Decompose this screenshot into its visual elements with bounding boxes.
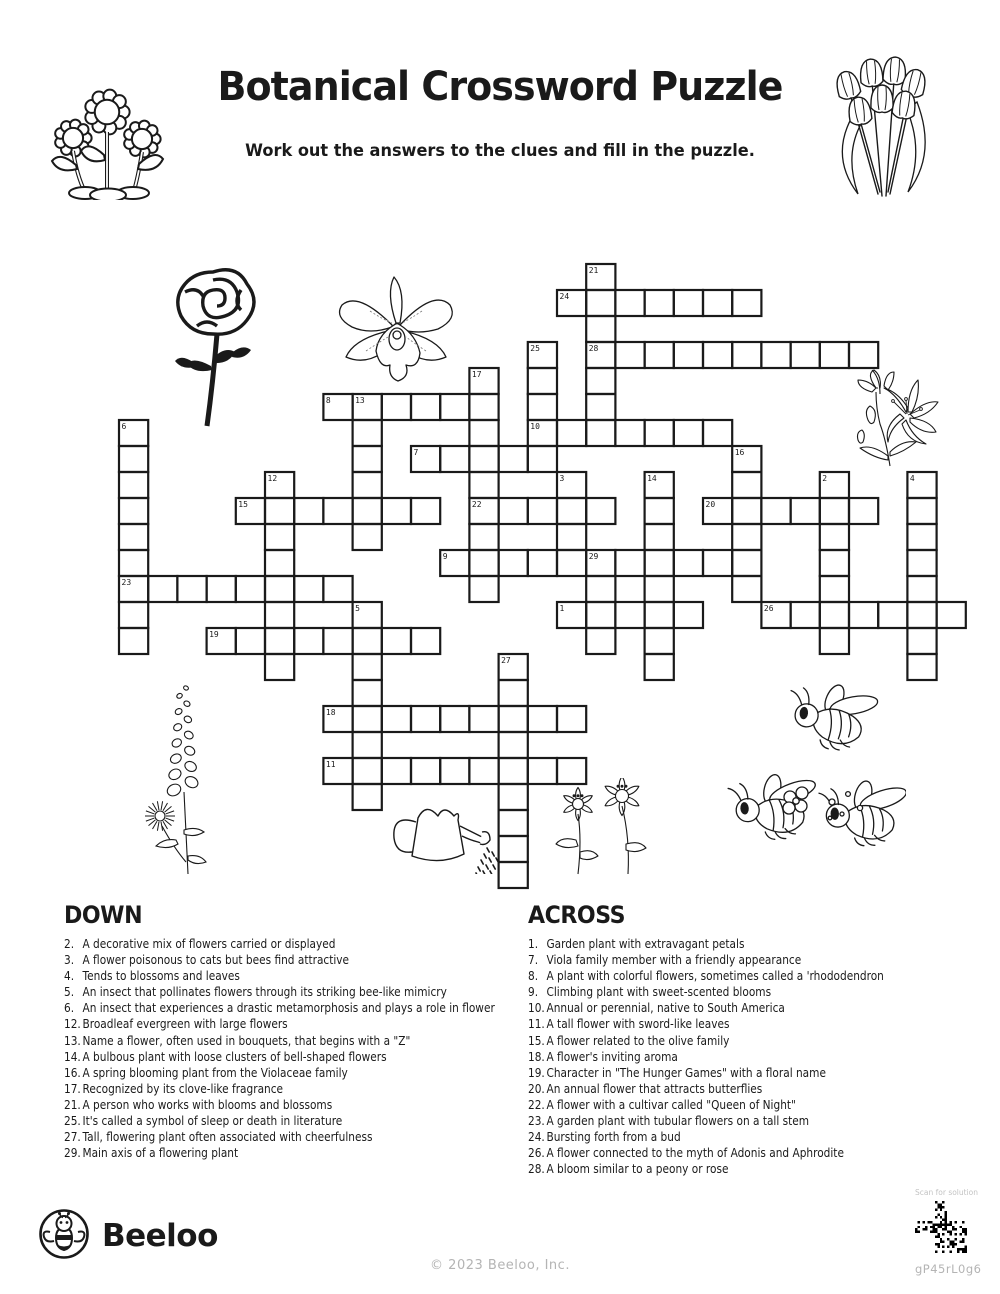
clue-text: A decorative mix of flowers carried or displayed [82, 937, 336, 951]
clue-text: A bulbous plant with loose clusters of bell-shaped flowers [82, 1049, 387, 1064]
grid-cell[interactable] [353, 420, 382, 446]
clue-item [528, 1145, 884, 1161]
clue-number: 3. [64, 953, 75, 968]
grid-cell[interactable] [265, 576, 294, 602]
clue-item [528, 1081, 884, 1097]
clue-text: An annual flower that attracts butterflies [546, 1081, 763, 1096]
grid-cell[interactable] [294, 576, 323, 602]
grid-cell[interactable] [674, 290, 703, 316]
grid-cell[interactable] [499, 758, 528, 784]
clue-text: Tall, flowering plant often associated with cheerfulness [82, 1130, 373, 1145]
clue-item [528, 1097, 884, 1113]
grid-cell[interactable] [382, 758, 411, 784]
grid-cell[interactable] [353, 732, 382, 758]
grid-cell[interactable] [703, 550, 732, 576]
orchid-icon [330, 273, 462, 391]
clue-item [64, 952, 495, 968]
grid-cell-number: 26 [763, 604, 774, 613]
clue-text: Climbing plant with sweet-scented blooms [546, 985, 772, 1000]
clue-item [528, 1016, 884, 1032]
clue-text: A bloom similar to a peony or rose [546, 1162, 729, 1177]
grid-cell[interactable] [586, 420, 615, 446]
grid-cell[interactable] [615, 290, 644, 316]
grid-cell[interactable] [119, 446, 148, 472]
clue-item [528, 968, 884, 984]
grid-cell[interactable] [820, 602, 849, 628]
grid-cell[interactable] [499, 550, 528, 576]
grid-cell[interactable] [119, 524, 148, 550]
clue-text: A plant with colorful flowers, sometimes called a 'rhododendron [546, 969, 884, 984]
clue-item [528, 1129, 884, 1145]
clue-text: An insect that experiences a drastic metamorphosis and plays a role in flower [82, 1001, 495, 1016]
grid-cell[interactable] [732, 472, 761, 498]
grid-cell[interactable] [469, 758, 498, 784]
qr-code [915, 1201, 967, 1253]
grid-cell[interactable] [849, 602, 878, 628]
grid-cell[interactable] [732, 576, 761, 602]
clue-text: Annual or perennial, native to South America [546, 1001, 785, 1016]
grid-cell[interactable] [937, 602, 966, 628]
grid-cell-number: 16 [734, 448, 745, 457]
page-title: Botanical Crossword Puzzle [217, 64, 783, 110]
grid-cell[interactable] [119, 628, 148, 654]
clue-text: Garden plant with extravagant petals [546, 937, 745, 951]
grid-cell[interactable] [732, 550, 761, 576]
grid-cell[interactable] [907, 654, 936, 680]
grid-cell[interactable] [469, 576, 498, 602]
grid-cell[interactable] [528, 550, 557, 576]
clue-number: 18. [528, 1049, 545, 1064]
grid-cell[interactable] [382, 498, 411, 524]
qr-code-text: gP45rL0g6 [915, 1262, 982, 1276]
clue-text: Character in "The Hunger Games" with a floral name [546, 1065, 826, 1080]
clue-number: 22. [528, 1097, 545, 1112]
grid-cell-number: 21 [588, 266, 599, 275]
clue-number: 9. [528, 985, 539, 1000]
grid-cell[interactable] [499, 862, 528, 888]
clue-number: 2. [64, 937, 75, 951]
clue-text: A flower poisonous to cats but bees find attractive [82, 953, 350, 968]
grid-cell[interactable] [148, 576, 177, 602]
clue-item [528, 952, 884, 968]
grid-cell[interactable] [353, 524, 382, 550]
grid-cell[interactable] [820, 628, 849, 654]
bee-logo-icon [38, 1208, 90, 1264]
clue-number: 7. [528, 953, 539, 968]
lupine-icon [126, 680, 238, 878]
grid-cell[interactable] [499, 732, 528, 758]
grid-cell[interactable] [645, 342, 674, 368]
grid-cell[interactable] [645, 628, 674, 654]
grid-cell-number: 24 [559, 292, 570, 301]
grid-cell[interactable] [528, 446, 557, 472]
grid-cell[interactable] [791, 498, 820, 524]
grid-cell-number: 13 [355, 396, 365, 405]
down-heading: DOWN [64, 901, 143, 929]
clue-number: 19. [528, 1065, 545, 1080]
clue-item [528, 1065, 884, 1081]
grid-cell[interactable] [907, 576, 936, 602]
clue-text: Main axis of a flowering plant [82, 1146, 239, 1161]
grid-cell[interactable] [265, 498, 294, 524]
grid-cell[interactable] [645, 602, 674, 628]
grid-cell[interactable] [907, 550, 936, 576]
grid-cell[interactable] [353, 446, 382, 472]
grid-cell-number: 20 [705, 500, 716, 509]
grid-cell[interactable] [265, 628, 294, 654]
grid-cell[interactable] [265, 602, 294, 628]
grid-cell[interactable] [615, 602, 644, 628]
grid-cell[interactable] [353, 758, 382, 784]
tulip-bouquet-icon [822, 42, 940, 204]
watering-can-icon [386, 788, 498, 874]
grid-cell[interactable] [878, 602, 907, 628]
grid-cell[interactable] [645, 524, 674, 550]
grid-cell[interactable] [294, 498, 323, 524]
grid-cell[interactable] [469, 472, 498, 498]
grid-cell[interactable] [353, 472, 382, 498]
brand-name: Beeloo [102, 1218, 218, 1254]
grid-cell[interactable] [645, 420, 674, 446]
clue-number: 12. [64, 1017, 81, 1032]
clue-item [64, 1049, 495, 1065]
clue-text: A flower connected to the myth of Adonis and Aphrodite [546, 1146, 844, 1161]
grid-cell[interactable] [615, 420, 644, 446]
clue-item [64, 1065, 495, 1081]
grid-cell-number: 17 [471, 370, 482, 379]
grid-cell-number: 14 [647, 474, 657, 483]
grid-cell[interactable] [323, 576, 352, 602]
grid-cell[interactable] [528, 706, 557, 732]
grid-cell[interactable] [177, 576, 206, 602]
grid-cell[interactable] [703, 290, 732, 316]
grid-cell[interactable] [382, 706, 411, 732]
grid-cell-number: 1 [559, 604, 565, 613]
clue-text: A tall flower with sword-like leaves [546, 1017, 730, 1032]
grid-cell[interactable] [557, 420, 586, 446]
clue-item [64, 1033, 495, 1049]
clue-number: 15. [528, 1033, 545, 1048]
clue-item [64, 1016, 495, 1032]
grid-cell[interactable] [791, 342, 820, 368]
grid-cell[interactable] [499, 680, 528, 706]
grid-cell[interactable] [411, 706, 440, 732]
grid-cell[interactable] [557, 498, 586, 524]
grid-cell[interactable] [411, 758, 440, 784]
clue-item [528, 984, 884, 1000]
copyright-text: © 2023 Beeloo, Inc. [430, 1258, 570, 1273]
grid-cell[interactable] [528, 394, 557, 420]
grid-cell[interactable] [615, 342, 644, 368]
grid-cell[interactable] [674, 342, 703, 368]
grid-cell[interactable] [440, 394, 469, 420]
clue-text: A person who works with blooms and blossoms [82, 1097, 333, 1112]
grid-cell-number: 6 [121, 422, 127, 431]
clue-number: 8. [528, 969, 539, 984]
grid-cell[interactable] [557, 706, 586, 732]
grid-cell[interactable] [703, 342, 732, 368]
grid-cell[interactable] [323, 498, 352, 524]
grid-cell[interactable] [645, 654, 674, 680]
grid-cell[interactable] [645, 498, 674, 524]
grid-cell[interactable] [557, 524, 586, 550]
clue-number: 28. [528, 1162, 545, 1177]
clue-number: 29. [64, 1146, 81, 1161]
grid-cell[interactable] [586, 368, 615, 394]
clue-text: Name a flower, often used in bouquets, that begins with a "Z" [82, 1033, 411, 1048]
clue-item [528, 1033, 884, 1049]
grid-cell[interactable] [323, 628, 352, 654]
sunflowers-icon [40, 52, 175, 200]
grid-cell[interactable] [907, 524, 936, 550]
grid-cell[interactable] [265, 550, 294, 576]
grid-cell-number: 18 [325, 708, 336, 717]
grid-cell[interactable] [353, 654, 382, 680]
grid-cell[interactable] [674, 550, 703, 576]
grid-cell[interactable] [119, 602, 148, 628]
grid-cell[interactable] [353, 628, 382, 654]
grid-cell-number: 25 [530, 344, 540, 353]
clue-item [64, 1129, 495, 1145]
grid-cell[interactable] [761, 342, 790, 368]
clue-text: A flower with a cultivar called "Queen of Night" [546, 1097, 796, 1112]
grid-cell[interactable] [645, 576, 674, 602]
grid-cell[interactable] [469, 394, 498, 420]
grid-cell-number: 15 [238, 500, 248, 509]
grid-cell[interactable] [469, 524, 498, 550]
clue-number: 20. [528, 1081, 545, 1096]
grid-cell[interactable] [732, 290, 761, 316]
qr-label: Scan for solution [915, 1188, 979, 1197]
grid-cell[interactable] [674, 602, 703, 628]
grid-cell[interactable] [411, 498, 440, 524]
clue-number: 4. [64, 969, 75, 984]
grid-cell-number: 9 [442, 552, 448, 561]
grid-cell[interactable] [528, 368, 557, 394]
grid-cell[interactable] [353, 680, 382, 706]
grid-cell-number: 11 [325, 760, 336, 769]
grid-cell[interactable] [586, 394, 615, 420]
grid-cell[interactable] [586, 498, 615, 524]
grid-cell-number: 5 [355, 604, 360, 613]
grid-cell[interactable] [440, 706, 469, 732]
grid-cell-number: 8 [325, 396, 331, 405]
down-clues-section [64, 901, 554, 1161]
clue-number: 23. [528, 1114, 545, 1129]
clue-item [64, 1081, 495, 1097]
grid-cell[interactable] [732, 498, 761, 524]
qr-block [915, 1188, 982, 1276]
grid-cell[interactable] [820, 342, 849, 368]
clue-number: 10. [528, 1001, 545, 1016]
grid-cell[interactable] [236, 576, 265, 602]
clue-number: 14. [64, 1049, 81, 1064]
clue-item [64, 1000, 495, 1016]
grid-cell[interactable] [265, 654, 294, 680]
grid-cell[interactable] [499, 836, 528, 862]
grid-cell[interactable] [820, 576, 849, 602]
grid-cell[interactable] [849, 498, 878, 524]
clue-number: 24. [528, 1130, 545, 1145]
grid-cell-number: 19 [209, 630, 219, 639]
clue-number: 13. [64, 1033, 81, 1048]
clue-text: An insect that pollinates flowers through its striking bee-like mimicry [82, 985, 447, 1000]
grid-cell[interactable] [586, 316, 615, 342]
grid-cell[interactable] [119, 550, 148, 576]
clue-item [64, 1097, 495, 1113]
grid-cell[interactable] [586, 628, 615, 654]
grid-cell[interactable] [353, 784, 382, 810]
grid-cell-number: 28 [588, 344, 599, 353]
grid-cell[interactable] [557, 550, 586, 576]
grid-cell[interactable] [499, 784, 528, 810]
grid-cell-number: 29 [588, 552, 599, 561]
grid-cell[interactable] [849, 342, 878, 368]
grid-cell[interactable] [645, 550, 674, 576]
grid-cell-number: 10 [530, 422, 540, 431]
grid-cell[interactable] [265, 524, 294, 550]
grid-cell-number: 12 [267, 474, 278, 483]
bees-icon [702, 662, 906, 870]
grid-cell[interactable] [732, 342, 761, 368]
grid-cell[interactable] [411, 628, 440, 654]
grid-cell[interactable] [469, 706, 498, 732]
clue-item [64, 1145, 495, 1161]
grid-cell[interactable] [907, 602, 936, 628]
clue-number: 26. [528, 1146, 545, 1161]
grid-cell[interactable] [294, 628, 323, 654]
clue-text: Recognized by its clove-like fragrance [82, 1081, 284, 1096]
grid-cell[interactable] [761, 498, 790, 524]
grid-cell[interactable] [732, 524, 761, 550]
clue-item [64, 936, 495, 952]
grid-cell[interactable] [119, 498, 148, 524]
grid-cell[interactable] [499, 446, 528, 472]
clue-number: 11. [528, 1017, 545, 1032]
grid-cell[interactable] [411, 394, 440, 420]
grid-cell[interactable] [440, 758, 469, 784]
clue-number: 16. [64, 1065, 81, 1080]
clue-number: 6. [64, 1001, 75, 1016]
clue-number: 21. [64, 1097, 81, 1112]
rose-icon [163, 262, 263, 438]
clue-item [528, 1000, 884, 1016]
clue-number: 25. [64, 1114, 81, 1129]
grid-cell[interactable] [586, 290, 615, 316]
grid-cell-number: 23 [121, 578, 132, 587]
grid-cell[interactable] [382, 628, 411, 654]
grid-cell[interactable] [119, 472, 148, 498]
clue-item [64, 984, 495, 1000]
across-heading: ACROSS [528, 901, 626, 929]
grid-cell[interactable] [353, 706, 382, 732]
grid-cell[interactable] [207, 576, 236, 602]
grid-cell[interactable] [499, 706, 528, 732]
grid-cell[interactable] [236, 628, 265, 654]
page-subtitle: Work out the answers to the clues and fill in the puzzle. [245, 141, 755, 161]
grid-cell[interactable] [586, 576, 615, 602]
clue-text: Tends to blossoms and leaves [82, 969, 240, 984]
clue-text: Bursting forth from a bud [546, 1130, 681, 1145]
clue-item [528, 1113, 884, 1129]
clue-item [528, 1161, 884, 1177]
clue-text: A flower's inviting aroma [546, 1049, 678, 1064]
clue-number: 1. [528, 937, 539, 951]
grid-cell-number: 22 [471, 500, 482, 509]
clue-number: 5. [64, 985, 75, 1000]
down-clue-list [64, 936, 554, 1161]
grid-cell[interactable] [440, 446, 469, 472]
grid-cell-number: 3 [559, 474, 565, 483]
grid-cell[interactable] [586, 602, 615, 628]
grid-cell-number: 2 [822, 474, 828, 483]
grid-cell[interactable] [499, 810, 528, 836]
grid-cell[interactable] [469, 420, 498, 446]
clue-item [528, 936, 884, 952]
clue-text: A flower related to the olive family [546, 1033, 730, 1048]
grid-cell[interactable] [820, 524, 849, 550]
grid-cell[interactable] [791, 602, 820, 628]
clue-text: A garden plant with tubular flowers on a tall stem [546, 1114, 810, 1129]
daffodils-icon [548, 778, 652, 876]
grid-cell-number: 27 [501, 656, 511, 665]
clue-text: Viola family member with a friendly appearance [546, 953, 802, 968]
clue-text: Broadleaf evergreen with large flowers [82, 1017, 288, 1032]
clue-number: 17. [64, 1081, 81, 1096]
grid-cell[interactable] [382, 394, 411, 420]
grid-cell[interactable] [499, 498, 528, 524]
grid-cell[interactable] [703, 420, 732, 446]
grid-cell[interactable] [820, 498, 849, 524]
grid-cell[interactable] [615, 550, 644, 576]
grid-cell[interactable] [528, 498, 557, 524]
grid-cell[interactable] [907, 628, 936, 654]
brand-logo [38, 1208, 218, 1264]
grid-cell-number: 7 [413, 448, 419, 457]
across-clue-list [528, 936, 932, 1177]
grid-cell[interactable] [907, 498, 936, 524]
grid-cell[interactable] [469, 550, 498, 576]
clue-text: It's called a symbol of sleep or death in literature [82, 1114, 343, 1129]
clue-item [64, 1113, 495, 1129]
clue-item [64, 968, 495, 984]
grid-cell[interactable] [353, 498, 382, 524]
grid-cell[interactable] [820, 550, 849, 576]
grid-cell[interactable] [645, 290, 674, 316]
grid-cell[interactable] [469, 446, 498, 472]
clue-text: A spring blooming plant from the Violaceae family [82, 1065, 348, 1080]
grid-cell-number: 4 [909, 474, 915, 483]
clue-number: 27. [64, 1130, 81, 1145]
across-clues-section [528, 901, 932, 1177]
clue-item [528, 1049, 884, 1065]
lily-icon [846, 368, 946, 468]
grid-cell[interactable] [674, 420, 703, 446]
